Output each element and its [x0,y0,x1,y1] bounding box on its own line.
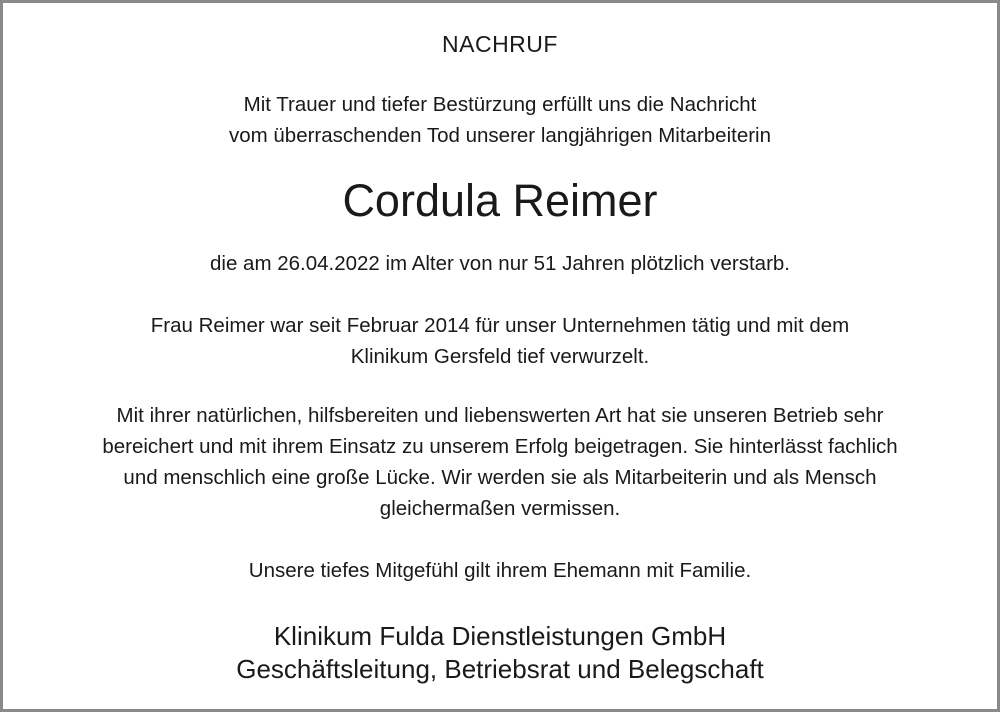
intro-line: vom überraschenden Tod unserer langjährigen Mitarbeiterin [228,124,772,147]
signature-signatories: Geschäftsleitung, Betriebsrat und Belegschaft [236,654,764,684]
paragraph-line: und menschlich eine große Lücke. Wir werden sie als Mitarbeiterin und als Mensch [123,466,877,489]
intro-line: Mit Trauer und tiefer Bestürzung erfüllt uns die Nachricht [243,93,757,116]
paragraph-line: gleichermaßen vermissen. [379,497,621,520]
deceased-name: Cordula Reimer [342,175,658,226]
paragraph-line: Frau Reimer war seit Februar 2014 für unser Unternehmen tätig und mit dem [150,314,850,337]
paragraph-line: bereichert und mit ihrem Einsatz zu unserem Erfolg beigetragen. Sie hinterlässt fachlich [102,435,898,458]
condolence-line: Unsere tiefes Mitgefühl gilt ihrem Ehemann mit Familie. [248,559,752,582]
tribute-paragraph [3,400,997,524]
intro-text [3,89,997,151]
paragraph-line: Klinikum Gersfeld tief verwurzelt. [350,345,650,368]
signature-organization: Klinikum Fulda Dienstleistungen GmbH [273,621,727,651]
employment-paragraph [3,310,997,372]
paragraph-line: Mit ihrer natürlichen, hilfsbereiten und liebenswerten Art hat sie unseren Betrieb sehr [116,404,884,427]
notice-heading: NACHRUF [442,31,558,57]
signature-block [3,620,997,686]
death-line: die am 26.04.2022 im Alter von nur 51 Jahren plötzlich verstarb. [209,252,791,275]
